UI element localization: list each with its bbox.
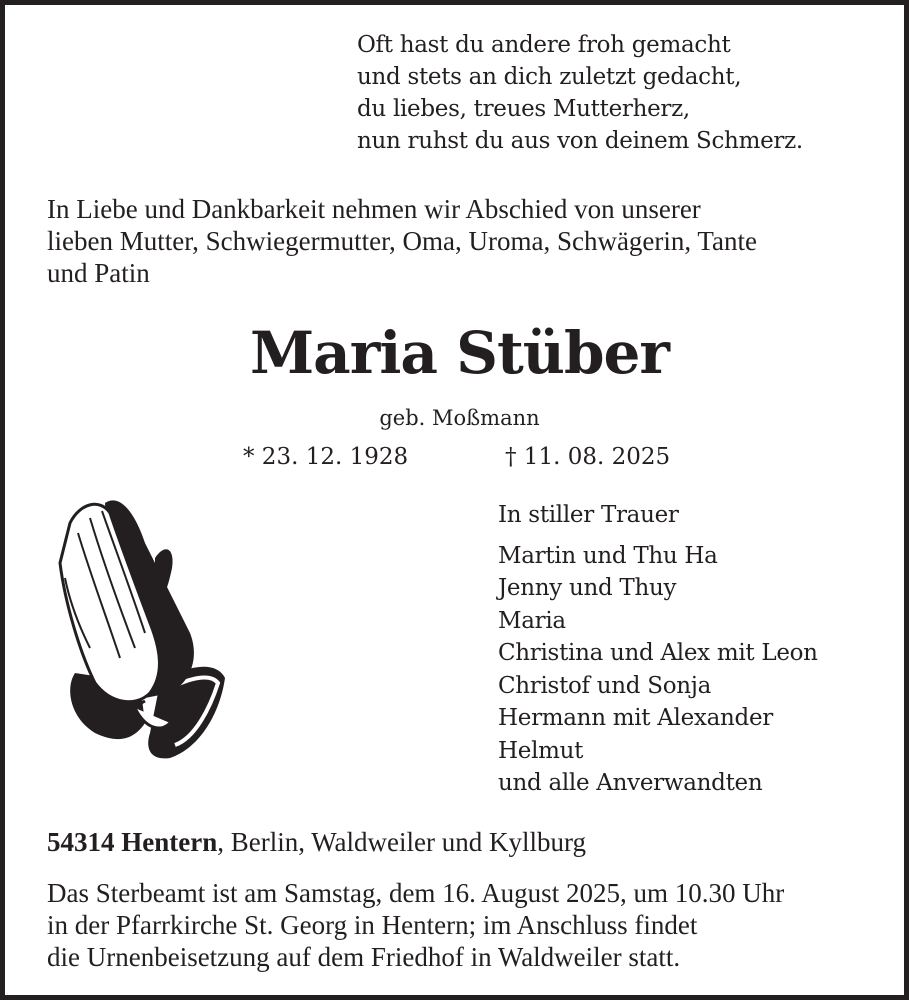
location-others: , Berlin, Waldweiler und Kyllburg	[217, 827, 587, 857]
mourner-name: Christina und Alex mit Leon	[498, 640, 818, 666]
birth-date: * 23. 12. 1928	[243, 444, 409, 470]
service-info	[47, 877, 873, 973]
mourner-name: Maria	[498, 607, 566, 634]
mourner-name: Jenny und Thuy	[498, 575, 677, 601]
intro-line-text: In Liebe und Dankbarkeit nehmen wir Abschied von unserer	[47, 194, 701, 224]
deceased-name: Maria Stüber	[249, 319, 669, 387]
poem-line: und stets an dich zuletzt gedacht,	[357, 64, 742, 90]
mourner-name: Martin und Thu Ha	[498, 542, 718, 569]
mourner-name: und alle Anverwandten	[498, 770, 763, 796]
service-line: in der Pfarrkirche St. Georg in Hentern; im Anschluss findet	[47, 910, 698, 940]
mourners-list	[498, 499, 818, 800]
intro-line: lieben Mutter, Schwiegermutter, Oma, Uroma, Schwägerin, Tante	[47, 226, 757, 256]
birth-name: geb. Moßmann	[379, 406, 540, 430]
praying-hands-icon	[50, 483, 225, 763]
mourner-name: Christof und Sonja	[498, 672, 711, 699]
poem-line: du liebes, treues Mutterherz,	[357, 96, 690, 122]
location-primary: 54314 Hentern	[47, 827, 218, 857]
service-line: Das Sterbeamt ist am Samstag, dem 16. August 2025, um 10.30 Uhr	[47, 878, 785, 908]
mourner-name: Helmut	[498, 737, 584, 764]
intro-line	[47, 193, 873, 225]
intro-text	[47, 193, 873, 289]
location-line	[47, 825, 586, 859]
mourner-name: Hermann mit Alexander	[498, 705, 773, 731]
service-line: die Urnenbeisetzung auf dem Friedhof in Waldweiler statt.	[47, 942, 681, 972]
poem-line: nun ruhst du aus von deinem Schmerz.	[357, 128, 803, 154]
poem	[357, 29, 803, 157]
death-date: † 11. 08. 2025	[505, 444, 671, 470]
mourners-heading: In stiller Trauer	[498, 502, 679, 528]
intro-line: und Patin	[47, 258, 150, 288]
poem-line: Oft hast du andere froh gemacht	[357, 32, 731, 58]
